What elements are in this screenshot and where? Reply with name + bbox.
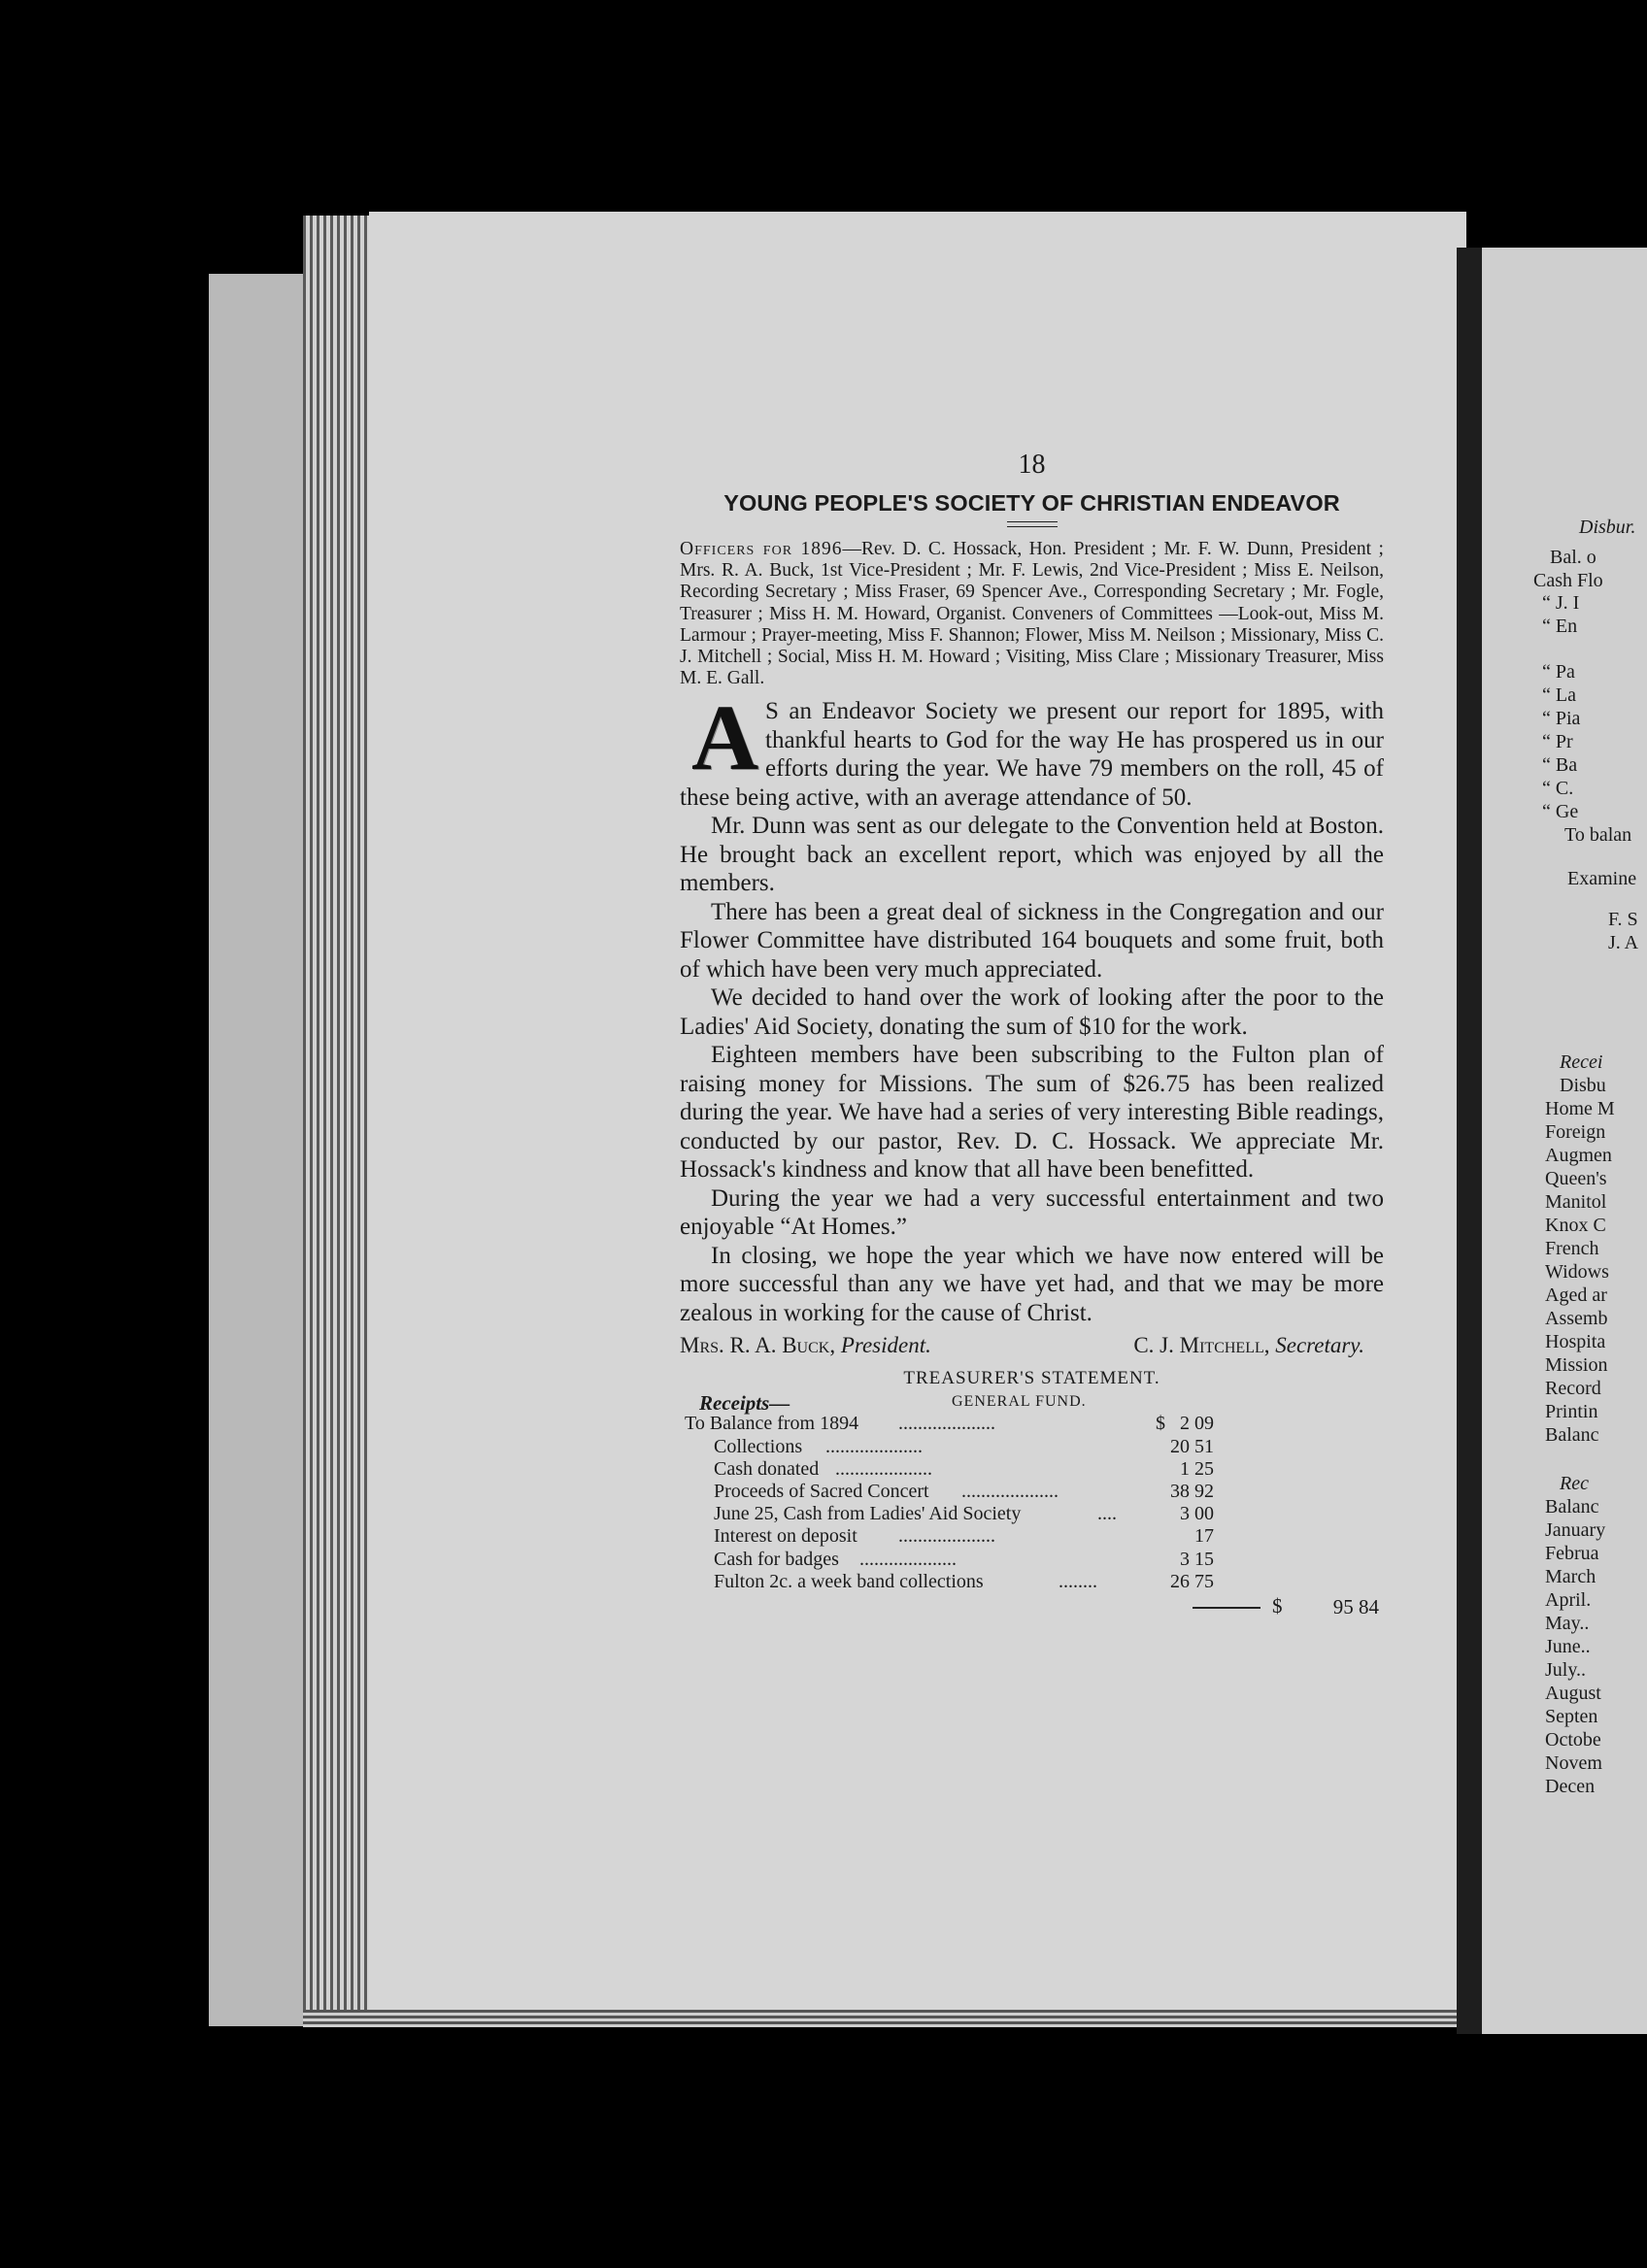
ledger-amount: 2 09 bbox=[1180, 1413, 1214, 1435]
ledger-leader: .................... bbox=[898, 1525, 995, 1548]
ledger-amount: 20 51 bbox=[1170, 1435, 1214, 1457]
president-title: President. bbox=[840, 1333, 931, 1358]
report-paragraph: Mr. Dunn was sent as our delegate to the Convention held at Boston. He brought back an excellent report, which was enjoyed by all the members. bbox=[680, 813, 1384, 897]
facing-line: Bal. o bbox=[1550, 547, 1597, 568]
facing-line: “ Pia bbox=[1542, 708, 1581, 729]
facing-line: “ Pa bbox=[1542, 661, 1575, 683]
ledger-amount: 38 92 bbox=[1170, 1480, 1214, 1502]
report-paragraph: We decided to hand over the work of looking after the poor to the Ladies' Aid Society, donating the sum of $10 for the work. bbox=[680, 984, 1384, 1040]
book-gutter bbox=[1457, 248, 1482, 2034]
page-number: 18 bbox=[1018, 450, 1046, 480]
ledger-amount: 1 25 bbox=[1180, 1457, 1214, 1480]
ledger-leader: .................... bbox=[835, 1457, 932, 1480]
facing-line: “ J. I bbox=[1542, 592, 1580, 614]
ledger-label: Fulton 2c. a week band collections bbox=[714, 1570, 984, 1592]
ledger-row bbox=[680, 1413, 1384, 1435]
facing-line: March bbox=[1545, 1566, 1597, 1587]
treasurer-statement-title: TREASURER'S STATEMENT. bbox=[903, 1368, 1160, 1389]
secretary-name: C. J. Mitchell, bbox=[1133, 1333, 1270, 1358]
facing-line: “ En bbox=[1542, 616, 1578, 637]
ledger-table bbox=[680, 1413, 1384, 1622]
report-body bbox=[680, 685, 1384, 1327]
facing-line: Septen bbox=[1545, 1706, 1598, 1727]
facing-line: Foreign bbox=[1545, 1121, 1606, 1143]
facing-line: Mission bbox=[1545, 1354, 1608, 1376]
ledger-amount: 3 00 bbox=[1180, 1503, 1214, 1525]
facing-line: Decen bbox=[1545, 1776, 1596, 1797]
secretary-signature bbox=[1133, 1333, 1364, 1358]
ledger-label: June 25, Cash from Ladies' Aid Society bbox=[714, 1503, 1022, 1525]
ledger-amount: 26 75 bbox=[1170, 1570, 1214, 1592]
page-bottom-edges bbox=[303, 2010, 1468, 2027]
facing-line: Printin bbox=[1545, 1401, 1598, 1422]
ledger-row bbox=[680, 1436, 1384, 1458]
facing-line: Februa bbox=[1545, 1543, 1599, 1564]
ledger-row bbox=[680, 1481, 1384, 1503]
total-rule bbox=[1193, 1607, 1260, 1609]
facing-line: Hospita bbox=[1545, 1331, 1606, 1352]
facing-line: Examine bbox=[1567, 868, 1637, 889]
officers-label: Officers for 1896 bbox=[680, 539, 843, 559]
facing-line: Novem bbox=[1545, 1752, 1602, 1774]
facing-line: Balanc bbox=[1545, 1424, 1599, 1446]
paragraph-text: S an Endeavor Society we present our report for 1895, with thankful hearts to God for the way He has prospered us in our efforts during the year. We have 79 members on the roll, 45 of these being active, with an average attendance of 50. bbox=[680, 698, 1384, 811]
ledger-row bbox=[680, 1503, 1384, 1525]
ledger-label: Interest on deposit bbox=[714, 1525, 857, 1548]
facing-line: May.. bbox=[1545, 1613, 1590, 1634]
ledger-amount: 17 bbox=[1194, 1525, 1214, 1548]
ledger-leader: ........ bbox=[1059, 1570, 1097, 1592]
signatures bbox=[680, 1333, 1384, 1358]
facing-line: Octobe bbox=[1545, 1729, 1601, 1751]
officers-text: —Rev. D. C. Hossack, Hon. President ; Mr. F. W. Dunn, President ; Mrs. R. A. Buck, 1st Vice-President ; Mr. F. Lewis, 2nd Vice-President ; Miss E. Neilson, Recording Secretary ; Miss Fraser, 69 Spencer Ave., Corresponding Secretary ; Mr. Fogle, Treasurer ; Miss H. M. Howard, Organist. Conveners of Committees —Look-out, Miss M. Larmour ; Prayer-meeting, Miss F. Shannon; Flower, Miss M. Neilson ; Missionary, Miss C. J. Mitchell ; Social, Miss H. M. Howard ; Visiting, Miss Clare ; Missionary Treasurer, Miss M. E. Gall. bbox=[680, 539, 1384, 689]
report-paragraph: There has been a great deal of sickness in the Congregation and our Flower Committee have distributed 164 bouquets and some fruit, both of which have been very much appreciated. bbox=[680, 898, 1384, 983]
facing-line: “ Ge bbox=[1542, 801, 1579, 822]
report-paragraph bbox=[680, 685, 1384, 812]
ledger-label: Cash donated bbox=[714, 1457, 820, 1480]
section-heading: YOUNG PEOPLE'S SOCIETY OF CHRISTIAN ENDEAVOR bbox=[723, 490, 1340, 516]
facing-line: To balan bbox=[1564, 824, 1632, 846]
ledger-dollar: $ bbox=[1156, 1413, 1165, 1435]
ledger-label: Cash for badges bbox=[714, 1548, 839, 1570]
ledger-total bbox=[680, 1595, 1384, 1622]
facing-line: Manitol bbox=[1545, 1191, 1607, 1213]
receipts-header bbox=[680, 1389, 1384, 1416]
secretary-title: Secretary. bbox=[1275, 1333, 1364, 1358]
facing-line: “ Pr bbox=[1542, 731, 1573, 752]
facing-line: French bbox=[1545, 1238, 1599, 1259]
facing-line: July.. bbox=[1545, 1659, 1587, 1681]
facing-line: Record bbox=[1545, 1378, 1601, 1399]
fund-label: GENERAL FUND. bbox=[952, 1393, 1087, 1411]
ledger-row bbox=[680, 1525, 1384, 1548]
facing-line: Knox C bbox=[1545, 1215, 1606, 1236]
ledger-leader: .................... bbox=[961, 1480, 1059, 1502]
ledger-leader: .................... bbox=[825, 1435, 923, 1457]
report-paragraph: During the year we had a very successful entertainment and two enjoyable “At Homes.” bbox=[680, 1184, 1384, 1241]
facing-line: Assemb bbox=[1545, 1308, 1608, 1329]
facing-line: Recei bbox=[1560, 1051, 1603, 1073]
facing-line: Home M bbox=[1545, 1098, 1615, 1119]
report-paragraph: Eighteen members have been subscribing to the Fulton plan of raising money for Missions. The sum of $26.75 has been realized during the year. We have had a series of very interesting Bible readings, conducted by our pastor, Rev. D. C. Hossack. We appreciate Mr. Hossack's kindness and know that all have been benefitted. bbox=[680, 1042, 1384, 1184]
page-content bbox=[680, 450, 1384, 1622]
ledger-leader: .... bbox=[1097, 1503, 1117, 1525]
ledger-amount: 3 15 bbox=[1180, 1548, 1214, 1570]
facing-line: “ Ba bbox=[1542, 754, 1578, 776]
facing-line: April. bbox=[1545, 1589, 1592, 1611]
facing-line: Queen's bbox=[1545, 1168, 1607, 1189]
facing-line: August bbox=[1545, 1683, 1601, 1704]
facing-line: J. A bbox=[1608, 932, 1639, 953]
facing-line: Widows bbox=[1545, 1261, 1609, 1283]
facing-line: Augmen bbox=[1545, 1145, 1612, 1166]
ledger-row bbox=[680, 1571, 1384, 1593]
facing-page bbox=[1482, 248, 1647, 2034]
ledger-label: Proceeds of Sacred Concert bbox=[714, 1480, 929, 1502]
facing-line: Disbur. bbox=[1579, 517, 1636, 538]
facing-line: January bbox=[1545, 1519, 1606, 1541]
facing-line: F. S bbox=[1608, 909, 1638, 930]
total-dollar: $ bbox=[1272, 1593, 1283, 1618]
heading-rule bbox=[1007, 521, 1058, 527]
page-edges bbox=[303, 216, 371, 2021]
facing-line: “ C. bbox=[1542, 778, 1574, 799]
ledger-row bbox=[680, 1458, 1384, 1481]
facing-line: Balanc bbox=[1545, 1496, 1599, 1518]
facing-line: Disbu bbox=[1560, 1075, 1606, 1096]
facing-line: Aged ar bbox=[1545, 1284, 1607, 1306]
president-signature bbox=[680, 1333, 931, 1358]
facing-line: “ La bbox=[1542, 684, 1576, 706]
drop-cap: A bbox=[691, 685, 759, 790]
ledger-row bbox=[680, 1549, 1384, 1571]
total-amount: 95 84 bbox=[1332, 1594, 1379, 1618]
receipts-label: Receipts— bbox=[699, 1391, 790, 1416]
ledger-leader: .................... bbox=[898, 1413, 995, 1435]
ledger-leader: .................... bbox=[859, 1548, 957, 1570]
ledger-label: To Balance from 1894 bbox=[685, 1413, 859, 1435]
facing-line: Rec bbox=[1560, 1473, 1589, 1494]
president-name: Mrs. R. A. Buck, bbox=[680, 1333, 836, 1358]
officers-paragraph bbox=[680, 539, 1384, 689]
ledger-label: Collections bbox=[714, 1435, 803, 1457]
facing-line: Cash Flo bbox=[1533, 570, 1603, 591]
facing-line: June.. bbox=[1545, 1636, 1591, 1657]
report-paragraph: In closing, we hope the year which we have now entered will be more successful than any we have yet had, and that we may be more zealous in working for the cause of Christ. bbox=[680, 1242, 1384, 1326]
